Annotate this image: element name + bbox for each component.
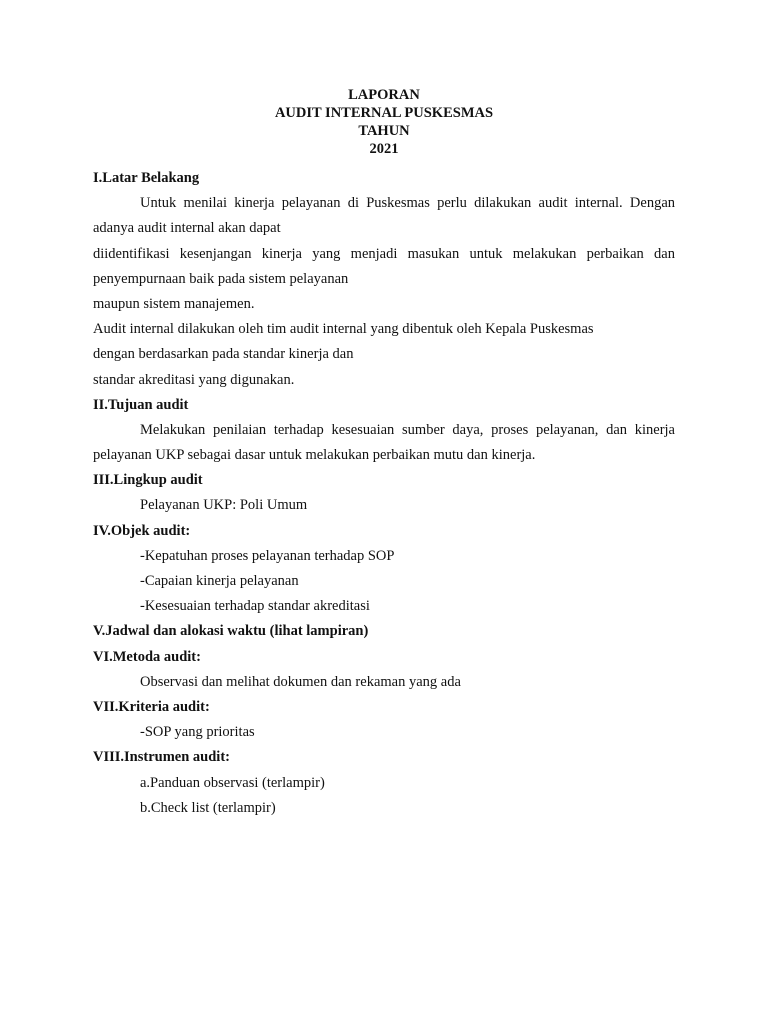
paragraph-line: maupun sistem manajemen. (93, 295, 255, 312)
list-item: Pelayanan UKP: Poli Umum (140, 497, 308, 514)
section-heading-lingkup-audit: III.Lingkup audit (93, 472, 203, 489)
list-item: -SOP yang prioritas (140, 724, 255, 741)
paragraph-line: standar akreditasi yang digunakan. (93, 371, 295, 388)
paragraph-line: Untuk menilai kinerja pelayanan di Puskesmas perlu dilakukan audit internal. Dengan (140, 195, 675, 212)
paragraph-line: Audit internal dilakukan oleh tim audit internal yang dibentuk oleh Kepala Puskesmas (93, 321, 594, 338)
list-item: -Kesesuaian terhadap standar akreditasi (140, 598, 370, 615)
section-heading-tujuan-audit: II.Tujuan audit (93, 396, 189, 413)
section-heading-objek-audit: IV.Objek audit: (93, 522, 191, 539)
document-body (93, 166, 675, 821)
list-item: a.Panduan observasi (terlampir) (140, 774, 325, 791)
title-line-laporan: LAPORAN (348, 87, 420, 103)
section-heading-instrumen-audit: VIII.Instrumen audit: (93, 749, 230, 766)
paragraph-line: dengan berdasarkan pada standar kinerja dan (93, 346, 354, 363)
section-heading-metoda-audit: VI.Metoda audit: (93, 648, 201, 665)
paragraph-line: diidentifikasi kesenjangan kinerja yang menjadi masukan untuk melakukan perbaikan dan (93, 245, 675, 262)
list-item: -Kepatuhan proses pelayanan terhadap SOP (140, 547, 395, 564)
paragraph-line: Melakukan penilaian terhadap kesesuaian sumber daya, proses pelayanan, dan kinerja (140, 421, 675, 438)
paragraph-line: pelayanan UKP sebagai dasar untuk melakukan perbaikan mutu dan kinerja. (93, 447, 536, 464)
section-heading-latar-belakang: I.Latar Belakang (93, 170, 200, 186)
title-line-tahun: TAHUN (358, 123, 410, 139)
section-heading-jadwal: V.Jadwal dan alokasi waktu (lihat lampiran) (93, 623, 369, 640)
title-line-year: 2021 (369, 141, 399, 157)
section-heading-kriteria-audit: VII.Kriteria audit: (93, 698, 210, 715)
paragraph-line: penyempurnaan baik pada sistem pelayanan (93, 270, 349, 287)
list-item: Observasi dan melihat dokumen dan rekaman yang ada (140, 673, 461, 690)
report-title (0, 86, 768, 158)
title-line-audit: AUDIT INTERNAL PUSKESMAS (274, 105, 494, 121)
list-item: b.Check list (terlampir) (140, 799, 276, 816)
paragraph-line: adanya audit internal akan dapat (93, 220, 281, 237)
list-item: -Capaian kinerja pelayanan (140, 573, 299, 589)
